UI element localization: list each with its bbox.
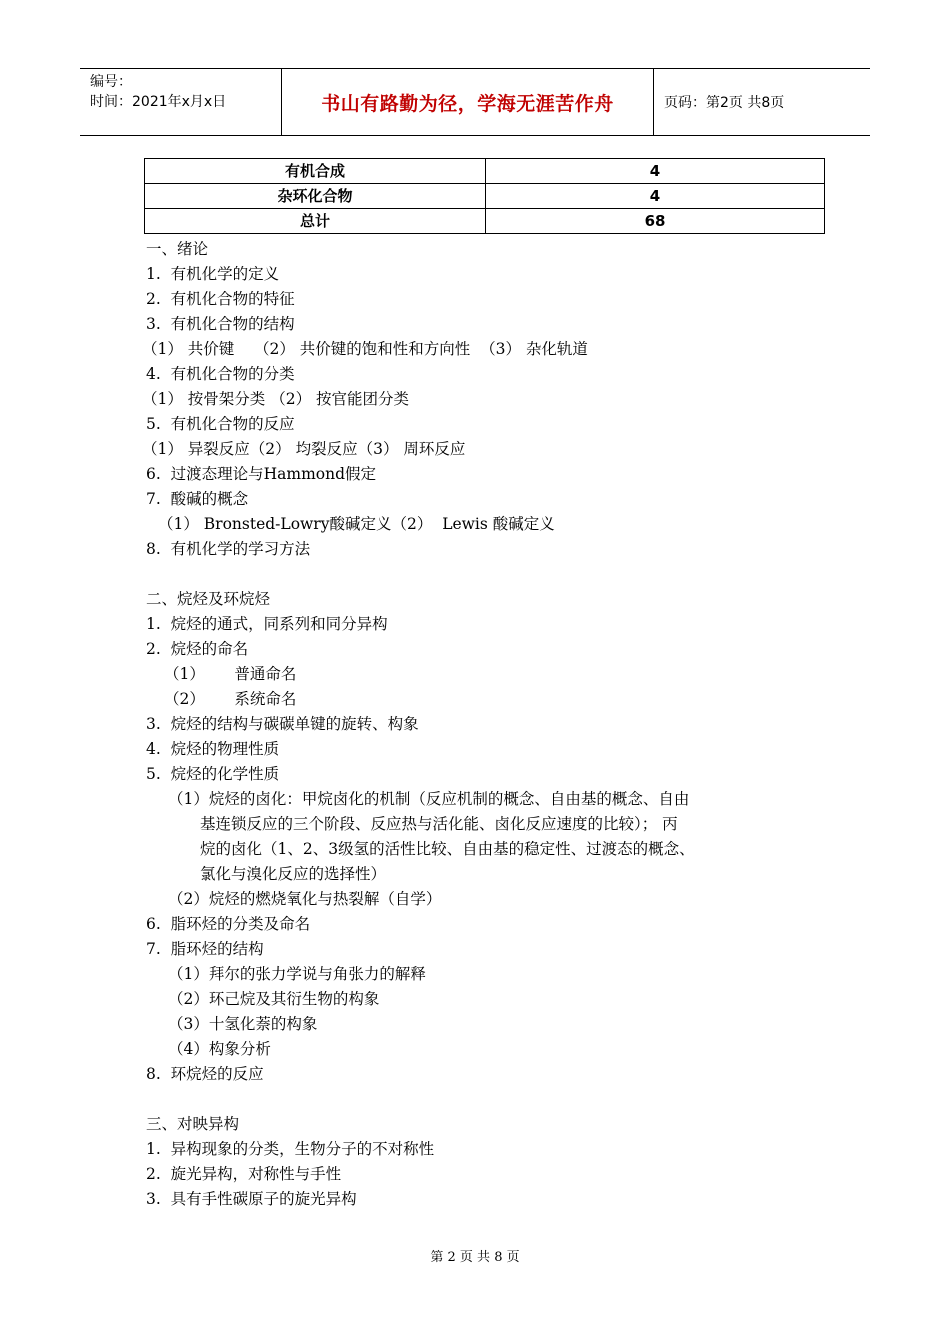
list-item: 8. 环烷烃的反应 [146,1065,264,1083]
section-heading: 一、绪论 [146,240,209,258]
page-label: 页码：第2页 共8页 [664,95,785,111]
table-cell-name: 有机合成 [145,159,486,184]
section-heading: 三、对映异构 [146,1115,240,1133]
sub-item: （2）烷烃的燃烧氧化与热裂解（自学） [168,890,442,908]
sub-item: （2） 系统命名 [164,690,297,708]
list-item: 6. 过渡态理论与Hammond假定 [146,465,377,483]
list-item: 2. 旋光异构，对称性与手性 [146,1165,342,1183]
page-header [80,68,870,136]
list-item: 3. 有机化合物的结构 [146,315,295,333]
sub-item: （3）十氢化萘的构象 [168,1015,318,1033]
page-footer: 第 2 页 共 8 页 [430,1250,520,1265]
sub-item: （2）环己烷及其衍生物的构象 [168,990,380,1008]
list-item: 4. 有机化合物的分类 [146,365,295,383]
table-row [145,159,825,184]
table-cell-name: 杂环化合物 [145,184,486,209]
list-item: 5. 有机化合物的反应 [146,415,295,433]
table-row [145,184,825,209]
list-item: 1. 异构现象的分类，生物分子的不对称性 [146,1140,435,1158]
table-row [145,209,825,234]
sub-item: （4）构象分析 [168,1040,271,1058]
hours-table [144,158,825,234]
list-item: 3. 烷烃的结构与碳碳单键的旋转、构象 [146,715,419,733]
header-page-cell [654,69,870,135]
list-item: 3. 具有手性碳原子的旋光异构 [146,1190,357,1208]
list-item: 4. 烷烃的物理性质 [146,740,280,758]
list-item: 2. 有机化合物的特征 [146,290,295,308]
list-item: 7. 脂环烃的结构 [146,940,264,958]
sub-item-continuation: 氯化与溴化反应的选择性） [200,865,387,883]
section-heading: 二、烷烃及环烷烃 [146,590,271,608]
header-info [80,69,282,135]
sub-item: （1） Bronsted-Lowry酸碱定义（2） Lewis 酸碱定义 [158,515,555,533]
table-cell-value: 68 [486,209,825,234]
list-item: 2. 烷烃的命名 [146,640,249,658]
sub-item: （1） 按骨架分类 （2） 按官能团分类 [142,390,410,408]
sub-item: （1）拜尔的张力学说与角张力的解释 [168,965,426,983]
header-motto-cell [282,69,654,135]
header-motto: 书山有路勤为径，学海无涯苦作舟 [321,92,614,115]
list-item: 5. 烷烃的化学性质 [146,765,280,783]
table-cell-value: 4 [486,184,825,209]
list-item: 1. 有机化学的定义 [146,265,280,283]
list-item: 6. 脂环烃的分类及命名 [146,915,311,933]
list-item: 1. 烷烃的通式，同系列和同分异构 [146,615,388,633]
list-item: 8. 有机化学的学习方法 [146,540,311,558]
sub-item: （1） 共价键 （2） 共价键的饱和性和方向性 （3） 杂化轨道 [142,340,588,358]
sub-item: （1）烷烃的卤化：甲烷卤化的机制（反应机制的概念、自由基的概念、自由 [168,790,690,808]
table-cell-value: 4 [486,159,825,184]
sub-item-continuation: 基连锁反应的三个阶段、反应热与活化能、卤化反应速度的比较）； 丙 [200,815,678,833]
code-label: 编号： [90,74,132,90]
list-item: 7. 酸碱的概念 [146,490,249,508]
time-label: 时间：2021年x月x日 [90,94,227,110]
sub-item-continuation: 烷的卤化（1、2、3级氢的活性比较、自由基的稳定性、过渡态的概念、 [200,840,695,858]
sub-item: （1） 普通命名 [164,665,297,683]
sub-item: （1） 异裂反应（2） 均裂反应（3） 周环反应 [142,440,466,458]
table-cell-name: 总计 [145,209,486,234]
